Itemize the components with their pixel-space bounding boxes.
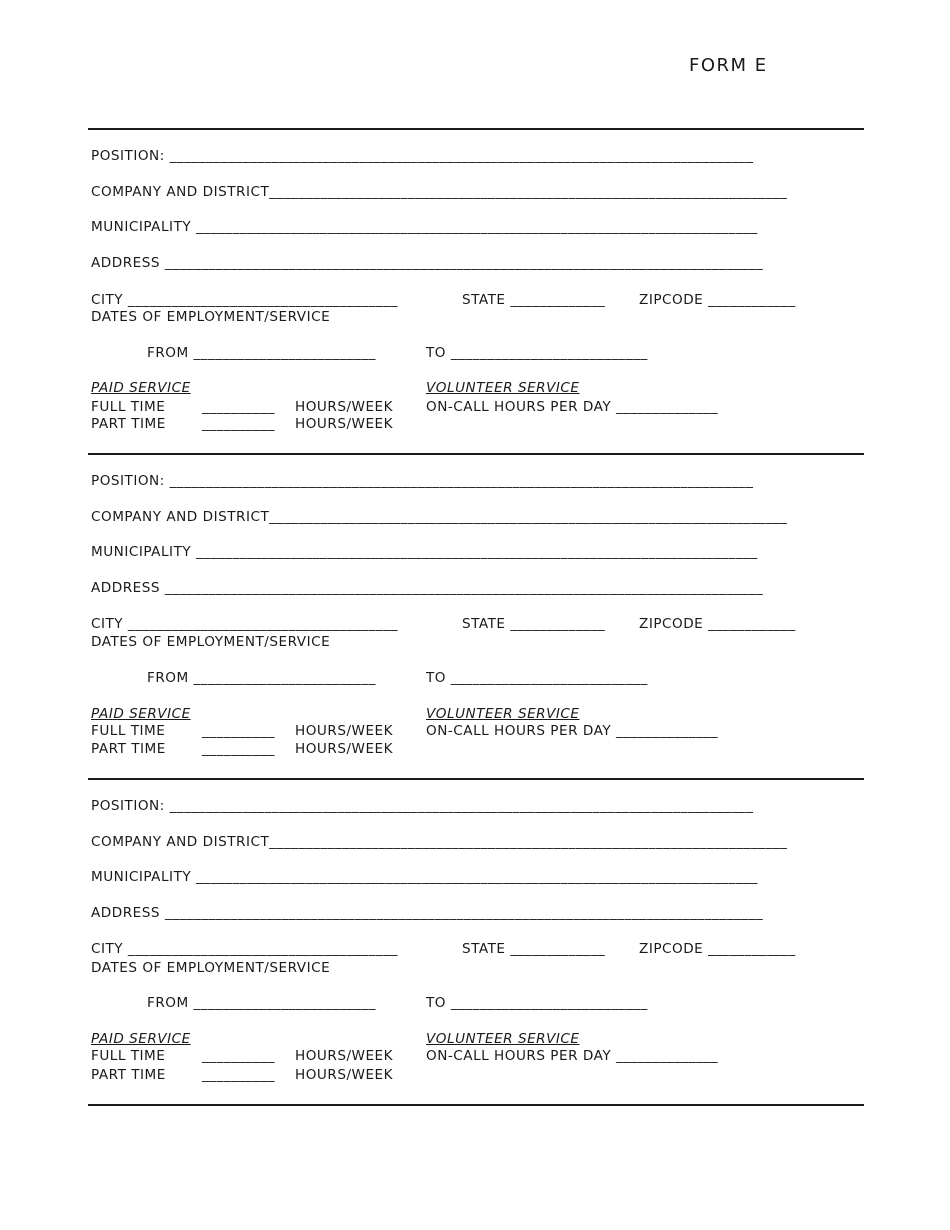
state-field[interactable]: STATE _____________ xyxy=(462,941,606,957)
volunteer-service-heading: VOLUNTEER SERVICE xyxy=(426,1031,580,1047)
employment-section-1 xyxy=(0,128,950,432)
full-time-label: FULL TIME xyxy=(91,723,166,739)
zipcode-field[interactable]: ZIPCODE ____________ xyxy=(639,292,796,308)
employment-section-2 xyxy=(0,453,950,757)
section-divider xyxy=(88,1104,864,1106)
on-call-hours-field[interactable]: ON-CALL HOURS PER DAY ______________ xyxy=(426,399,719,415)
city-field[interactable]: CITY _____________________________________ xyxy=(91,616,398,632)
zipcode-field[interactable]: ZIPCODE ____________ xyxy=(639,616,796,632)
state-field[interactable]: STATE _____________ xyxy=(462,292,606,308)
position-field[interactable]: POSITION: ________________________________________________________________________________ xyxy=(91,473,754,489)
city-field[interactable]: CITY _____________________________________ xyxy=(91,941,398,957)
full-time-label: FULL TIME xyxy=(91,1048,166,1064)
paid-service-heading: PAID SERVICE xyxy=(91,1031,191,1047)
volunteer-service-heading: VOLUNTEER SERVICE xyxy=(426,380,580,396)
municipality-field[interactable]: MUNICIPALITY _____________________________________________________________________________ xyxy=(91,869,758,885)
address-field[interactable]: ADDRESS __________________________________________________________________________________ xyxy=(91,255,764,271)
to-date-field[interactable]: TO ___________________________ xyxy=(426,995,648,1011)
company-district-field[interactable]: COMPANY AND DISTRICT_______________________________________________________________________ xyxy=(91,184,788,200)
part-time-hours-field[interactable]: __________ xyxy=(202,416,275,432)
part-time-label: PART TIME xyxy=(91,416,166,432)
address-field[interactable]: ADDRESS __________________________________________________________________________________ xyxy=(91,580,764,596)
employment-section-3 xyxy=(0,778,950,1083)
company-district-field[interactable]: COMPANY AND DISTRICT_______________________________________________________________________ xyxy=(91,834,788,850)
dates-label: DATES OF EMPLOYMENT/SERVICE xyxy=(91,960,331,976)
hours-week-label: HOURS/WEEK xyxy=(295,1048,394,1064)
form-title: FORM E xyxy=(689,55,768,76)
hours-week-label: HOURS/WEEK xyxy=(295,1067,394,1083)
dates-label: DATES OF EMPLOYMENT/SERVICE xyxy=(91,309,331,325)
zipcode-field[interactable]: ZIPCODE ____________ xyxy=(639,941,796,957)
full-time-hours-field[interactable]: __________ xyxy=(202,723,275,739)
hours-week-label: HOURS/WEEK xyxy=(295,723,394,739)
city-field[interactable]: CITY _____________________________________ xyxy=(91,292,398,308)
part-time-hours-field[interactable]: __________ xyxy=(202,741,275,757)
from-date-field[interactable]: FROM _________________________ xyxy=(147,345,376,361)
hours-week-label: HOURS/WEEK xyxy=(295,399,394,415)
dates-label: DATES OF EMPLOYMENT/SERVICE xyxy=(91,634,331,650)
paid-service-heading: PAID SERVICE xyxy=(91,706,191,722)
on-call-hours-field[interactable]: ON-CALL HOURS PER DAY ______________ xyxy=(426,723,719,739)
full-time-hours-field[interactable]: __________ xyxy=(202,1048,275,1064)
part-time-hours-field[interactable]: __________ xyxy=(202,1067,275,1083)
part-time-label: PART TIME xyxy=(91,741,166,757)
position-field[interactable]: POSITION: ________________________________________________________________________________ xyxy=(91,148,754,164)
municipality-field[interactable]: MUNICIPALITY _____________________________________________________________________________ xyxy=(91,544,758,560)
volunteer-service-heading: VOLUNTEER SERVICE xyxy=(426,706,580,722)
to-date-field[interactable]: TO ___________________________ xyxy=(426,345,648,361)
on-call-hours-field[interactable]: ON-CALL HOURS PER DAY ______________ xyxy=(426,1048,719,1064)
from-date-field[interactable]: FROM _________________________ xyxy=(147,995,376,1011)
hours-week-label: HOURS/WEEK xyxy=(295,741,394,757)
hours-week-label: HOURS/WEEK xyxy=(295,416,394,432)
paid-service-heading: PAID SERVICE xyxy=(91,380,191,396)
full-time-hours-field[interactable]: __________ xyxy=(202,399,275,415)
part-time-label: PART TIME xyxy=(91,1067,166,1083)
address-field[interactable]: ADDRESS __________________________________________________________________________________ xyxy=(91,905,764,921)
company-district-field[interactable]: COMPANY AND DISTRICT_______________________________________________________________________ xyxy=(91,509,788,525)
municipality-field[interactable]: MUNICIPALITY _____________________________________________________________________________ xyxy=(91,219,758,235)
position-field[interactable]: POSITION: ________________________________________________________________________________ xyxy=(91,798,754,814)
to-date-field[interactable]: TO ___________________________ xyxy=(426,670,648,686)
state-field[interactable]: STATE _____________ xyxy=(462,616,606,632)
full-time-label: FULL TIME xyxy=(91,399,166,415)
from-date-field[interactable]: FROM _________________________ xyxy=(147,670,376,686)
